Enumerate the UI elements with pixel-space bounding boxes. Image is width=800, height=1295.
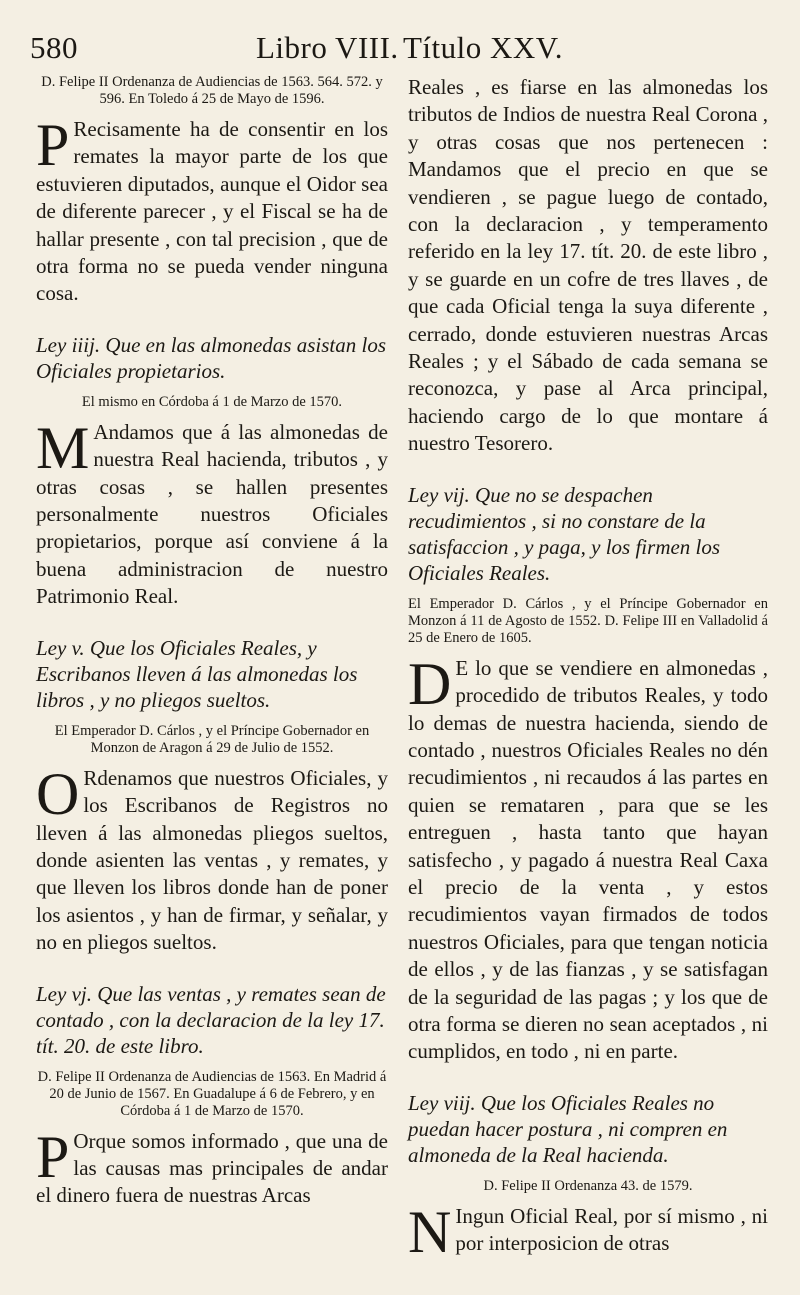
page-number: 580 (30, 30, 78, 65)
law-text-continued: Reales , es fiarse en las almonedas los tributos de Indios de nuestra Real Corona , y otras cosas que nos pertenecen : Mandamos que el precio en que se vendieren , se pague luego de contado, con la declaracion , y temperamento referido en la ley 17. tít. 20. de este libro , y se guarde en un cofre de tres llaves , de que cada Oficial tenga la suya diferente , cerrado, donde estuvieren nuestras Arcas Reales ; y el Sábado de cada semana se reconozca, y pase al Arca principal, haciendo cargo de lo que montare á nuestro Tesorero. (408, 75, 768, 456)
citation: D. Felipe II Ordenanza de Audiencias de 1563. 564. 572. y 596. En Toledo á 25 de Mayo de 1596. (41, 74, 383, 107)
drop-cap: N (408, 1198, 452, 1265)
drop-cap: P (36, 112, 70, 178)
citation: El mismo en Córdoba á 1 de Marzo de 1570. (81, 393, 343, 410)
law-text (36, 1123, 388, 1210)
left-column (36, 74, 388, 1210)
law-text-body: Ingun Oficial Real, por sí mismo , ni por interposicion de otras (455, 1203, 768, 1256)
law-title: Ley iiij. Que en las almonedas asistan los Oficiales propietarios. (36, 332, 386, 383)
law-text-body: Rdenamos que nuestros Oficiales, y los Escribanos de Registros no lleven á las almonedas pliegos sueltos, donde asienten las ventas , y remates, y que lleven los libros donde han de poner los asientos , y han de firmar, y señalar, y no en pliegos sueltos. (36, 765, 388, 955)
law-text (408, 650, 768, 1066)
law-text (36, 414, 388, 611)
citation: D. Felipe II Ordenanza de Audiencias de 1563. En Madrid á 20 de Junio de 1567. En Guadalupe á 6 de Febrero, y en Córdoba á 1 de Marzo de 1570. (37, 1068, 387, 1119)
drop-cap: P (36, 1123, 70, 1190)
law-text-body: Orque somos informado , que una de las causas mas principales de andar el dinero fuera de nuestras Arcas (36, 1128, 388, 1208)
law-title: Ley v. Que los Oficiales Reales, y Escribanos lleven á las almonedas los libros , y no pliegos sueltos. (36, 635, 358, 712)
law-text (408, 1198, 768, 1265)
law-title: Ley viij. Que los Oficiales Reales no puedan hacer postura , ni compren en almoneda de la Real hacienda. (408, 1090, 728, 1167)
header-title: Título XXV. (403, 30, 563, 65)
law-title: Ley vj. Que las ventas , y remates sean de contado , con la declaracion de la ley 17. tít. 20. de este libro. (36, 981, 386, 1058)
running-header (30, 30, 770, 70)
law-text-body: E lo que se vendiere en almonedas , procedido de tributos Reales, y todo lo demas de nuestra hacienda, siendo de contado , nuestros Oficiales Reales no dén recudimientos , ni recaudos á las partes en quien se remataren , para que se les entreguen , hasta tanto que hayan satisfecho , y pagado á nuestra Real Caxa el precio de la venta , y estos recudimientos vayan firmados de todos nuestros Oficiales, para que tengan noticia de ellos , y de las fianzas , y se satisfagan de la seguridad de las pagas ; y los que de otra forma se dieren no sean aceptados , ni cumplidos, en todo , ni en parte. (408, 655, 768, 1064)
header-book: Libro VIII. (256, 30, 399, 65)
right-column (408, 74, 768, 1265)
drop-cap: O (36, 760, 80, 827)
law-text-body: Andamos que á las almonedas de nuestra Real hacienda, tributos , y otras cosas , se hallen presentes personalmente nuestros Oficiales propietarios, porque así conviene á la buena administracion de nuestro Patrimonio Real. (36, 419, 388, 609)
citation: El Emperador D. Cárlos , y el Príncipe Gobernador en Monzon de Aragon á 29 de Julio de 1552. (54, 722, 370, 756)
law-text-body: Recisamente ha de consentir en los remates la mayor parte de los que estuvieren diputados, aunque el Oidor sea de diferente parecer , y el Fiscal se ha de hallar presente , con tal precision , que de otra forma no se pueda vender ninguna cosa. (36, 117, 388, 306)
citation: El Emperador D. Cárlos , y el Príncipe Gobernador en Monzon á 11 de Agosto de 1552. D. Felipe III en Valladolid á 25 de Enero de 1605. (408, 595, 768, 646)
citation: D. Felipe II Ordenanza 43. de 1579. (483, 1177, 693, 1194)
law-title: Ley vij. Que no se despachen recudimientos , si no constare de la satisfaccion , y paga, y los firmen los Oficiales Reales. (408, 482, 721, 585)
drop-cap: D (408, 650, 452, 717)
drop-cap: M (36, 414, 90, 481)
law-text (36, 760, 388, 957)
law-text (36, 112, 388, 308)
